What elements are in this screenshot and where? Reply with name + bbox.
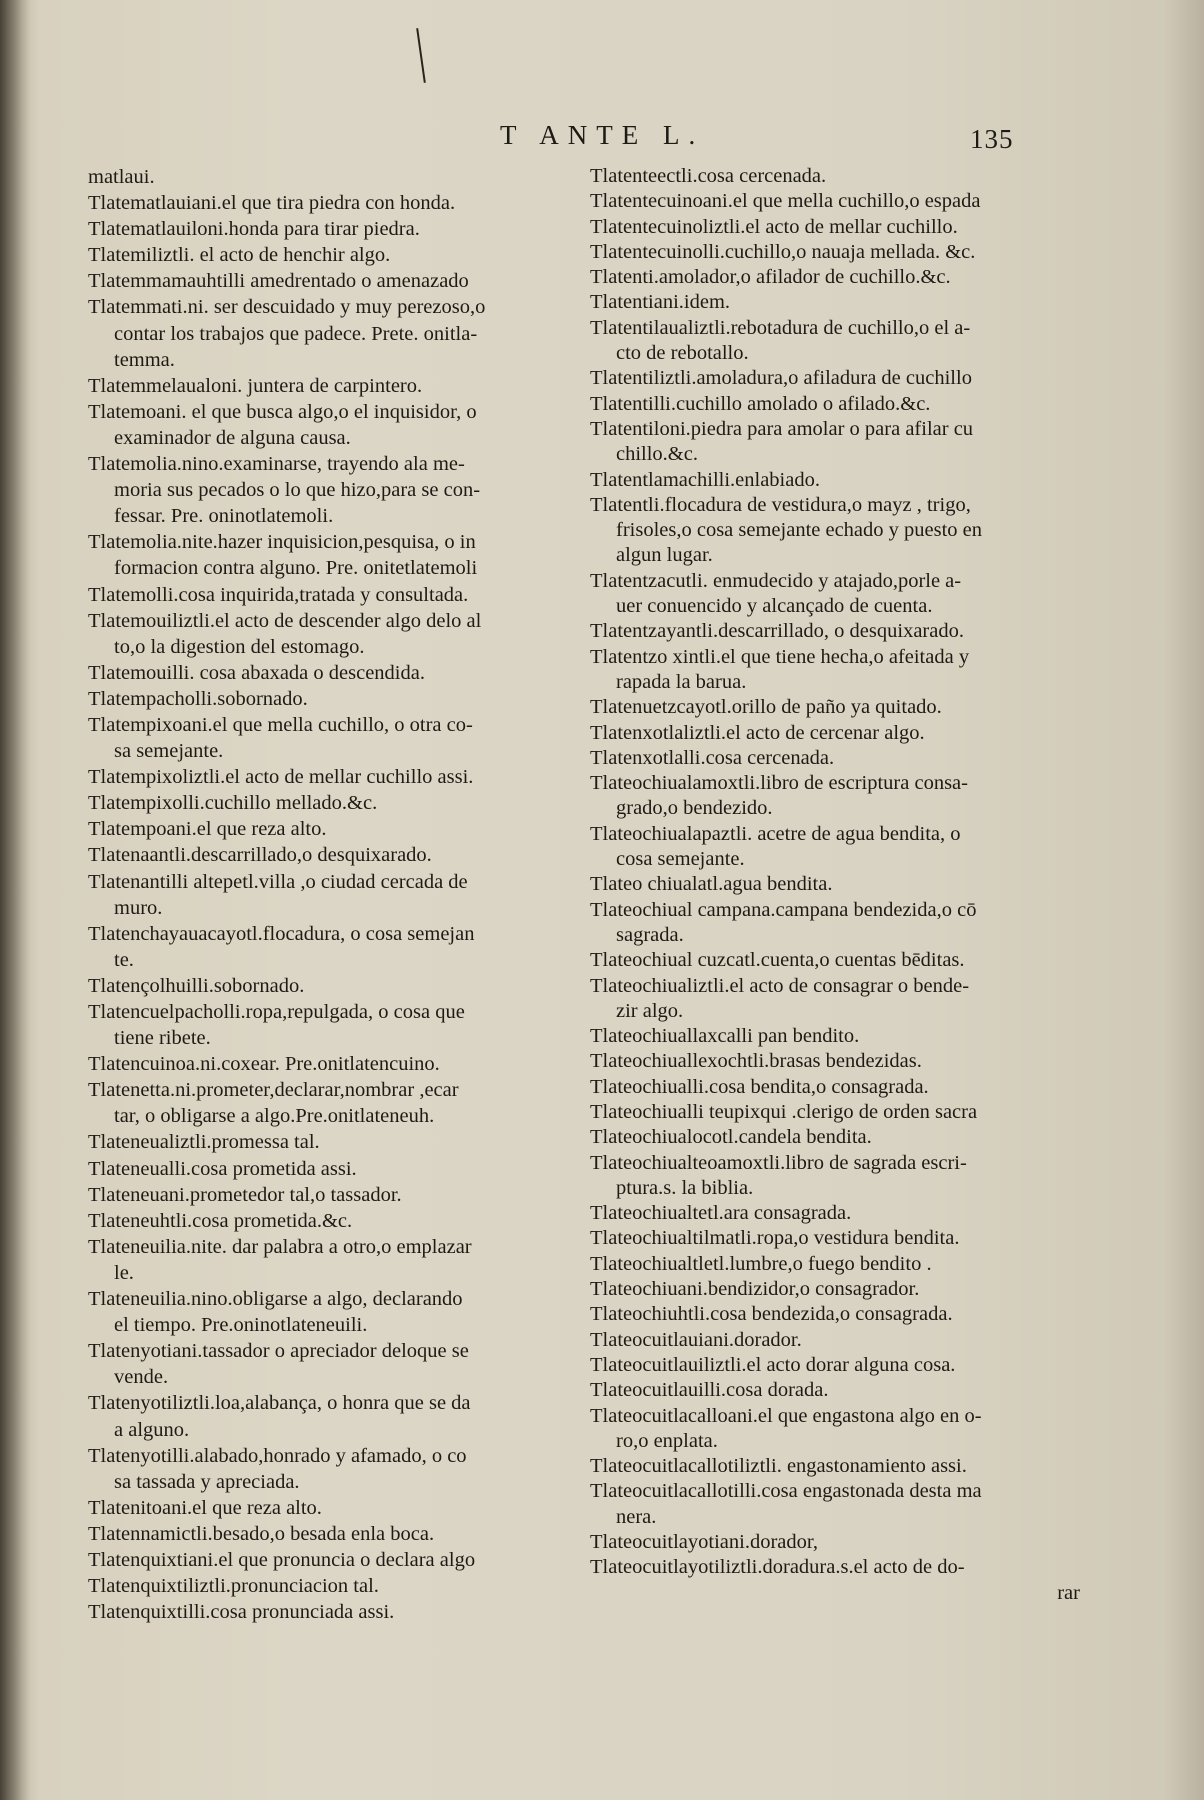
dictionary-entry: [590, 974, 1090, 1025]
dictionary-entry: [590, 771, 1090, 822]
entry-line: Tlatenchayauacayotl.flocadura, o cosa semejan: [88, 922, 475, 945]
dictionary-entry: [88, 242, 588, 268]
entry-line: Tlateneualiztli.promessa tal.: [88, 1131, 320, 1154]
entry-continuation-line: zir algo.: [616, 999, 684, 1022]
entry-line: Tlatempixoani.el que mella cuchillo, o otra co-: [88, 713, 473, 736]
dictionary-entry: [88, 921, 588, 973]
dictionary-entry: [590, 189, 1090, 214]
page-number: 135: [970, 124, 1014, 154]
entry-continuation-line: nera.: [616, 1505, 657, 1528]
dictionary-entry: [590, 1075, 1090, 1100]
entry-line: Tlateocuitlayotiliztli.doradura.s.el acto de do-: [590, 1556, 965, 1579]
entry-line: Tlateocuitlauiliztli.el acto dorar alguna cosa.: [590, 1353, 956, 1376]
dictionary-entry: [590, 164, 1090, 189]
entry-continuation-line: tar, o obligarse a algo.Pre.onitlateneuh.: [114, 1105, 435, 1128]
dictionary-entry: [88, 373, 588, 399]
entry-line: Tlateocuitlayotiani.dorador,: [590, 1531, 819, 1554]
dictionary-entry: [590, 240, 1090, 265]
entry-line: Tlateocuitlauilli.cosa dorada.: [590, 1379, 829, 1402]
entry-line: Tlatentli.flocadura de vestidura,o mayz , trigo,: [590, 493, 971, 516]
entry-line: Tlatemmamauhtilli amedrentado o amenazado: [88, 270, 469, 293]
entry-line: Tlatenetta.ni.prometer,declarar,nombrar ,ecar: [88, 1079, 459, 1102]
entry-line: Tlateocuitlacallotiliztli. engastonamiento assi.: [590, 1455, 967, 1478]
entry-line: Tlatentilaualiztli.rebotadura de cuchillo,o el a-: [590, 316, 971, 339]
entry-line: Tlatenteectli.cosa cercenada.: [590, 165, 827, 187]
entry-line: Tlatemmelaualoni. juntera de carpintero.: [88, 374, 423, 397]
dictionary-entry: [88, 268, 588, 294]
entry-line: Tlatempacholli.sobornado.: [88, 687, 308, 710]
dictionary-entry: [590, 493, 1090, 569]
entry-line: Tlateo chiualatl.agua bendita.: [590, 873, 833, 896]
entry-line: Tlatempixolli.cuchillo mellado.&c.: [88, 792, 378, 815]
entry-continuation-line: a alguno.: [114, 1418, 190, 1441]
entry-continuation-line: algun lugar.: [616, 544, 713, 567]
entry-line: Tlatemoani. el que busca algo,o el inquisidor, o: [88, 400, 477, 423]
ink-mark: [416, 28, 426, 83]
dictionary-entry: [590, 1454, 1090, 1479]
entry-line: Tlateochiuhtli.cosa bendezida,o consagrada.: [590, 1303, 953, 1326]
entry-continuation-line: te.: [114, 948, 134, 971]
dictionary-entry: [590, 1479, 1090, 1530]
entry-continuation-line: ro,o enplata.: [616, 1429, 718, 1452]
dictionary-entry: [590, 1555, 1090, 1580]
entry-line: Tlateochiuallexochtli.brasas bendezidas.: [590, 1050, 922, 1073]
entry-continuation-line: frisoles,o cosa semejante echado y puesto en: [616, 519, 983, 542]
entry-line: Tlateochiualamoxtli.libro de escriptura consa-: [590, 772, 968, 795]
dictionary-entry: [88, 686, 588, 712]
entry-line: Tlateochiualli teupixqui .clerigo de orden sacra: [590, 1100, 978, 1123]
dictionary-entry: [88, 1234, 588, 1286]
dictionary-entry: [590, 822, 1090, 873]
entry-continuation-line: sa semejante.: [114, 740, 224, 763]
dictionary-entry: [590, 265, 1090, 290]
entry-line: Tlatemiliztli. el acto de henchir algo.: [88, 244, 391, 267]
dictionary-entry: [88, 1051, 588, 1077]
entry-line: rar: [1057, 1581, 1080, 1604]
entry-line: Tlatemouiliztli.el acto de descender algo delo al: [88, 609, 482, 632]
dictionary-entry: [88, 1599, 588, 1625]
entry-continuation-line: vende.: [114, 1366, 169, 1389]
entry-continuation-line: rapada la barua.: [616, 670, 747, 693]
entry-line: Tlatencuinoa.ni.coxear. Pre.onitlatencuino.: [88, 1053, 440, 1076]
dictionary-entry: [88, 1573, 588, 1599]
dictionary-entry: [590, 695, 1090, 720]
dictionary-entry: [590, 1201, 1090, 1226]
entry-continuation-line: ptura.s. la biblia.: [616, 1176, 754, 1199]
dictionary-entry: [88, 582, 588, 608]
entry-line: Tlatenuetzcayotl.orillo de paño ya quitado.: [590, 696, 942, 719]
dictionary-entry: [88, 1208, 588, 1234]
entry-line: Tlateochiualocotl.candela bendita.: [590, 1126, 872, 1149]
entry-line: Tlatenxotlalli.cosa cercenada.: [590, 746, 835, 769]
dictionary-entry: [590, 1277, 1090, 1302]
dictionary-entry: [88, 399, 588, 451]
entry-continuation-line: cosa semejante.: [616, 848, 745, 871]
entry-line: Tlateneuilia.nino.obligarse a algo, declarando: [88, 1288, 463, 1311]
entry-line: Tlateochiuallaxcalli pan bendito.: [590, 1025, 860, 1048]
entry-continuation-line: chillo.&c.: [616, 443, 698, 466]
dictionary-entry: [88, 1338, 588, 1390]
entry-continuation-line: cto de rebotallo.: [616, 342, 749, 365]
dictionary-entry: [88, 1156, 588, 1182]
entry-line: Tlateocuitlacallotilli.cosa engastonada desta ma: [590, 1480, 982, 1503]
entry-line: Tlatenti.amolador,o afilador de cuchillo.&c.: [590, 266, 951, 289]
entry-line: Tlatemolli.cosa inquirida,tratada y consultada.: [88, 583, 469, 606]
entry-line: Tlatemolia.nite.hazer inquisicion,pesquisa, o in: [88, 531, 476, 554]
dictionary-entry: [88, 790, 588, 816]
dictionary-entry: [590, 417, 1090, 468]
entry-continuation-line: contar los trabajos que padece. Prete. onitla-: [114, 322, 478, 345]
entry-line: Tlatenquixtiliztli.pronunciacion tal.: [88, 1575, 379, 1598]
entry-continuation-line: moria sus pecados o lo que hizo,para se con-: [114, 479, 481, 502]
entry-line: Tlatematlauiani.el que tira piedra con honda.: [88, 192, 456, 215]
entry-line: Tlatentilli.cuchillo amolado o afilado.&c.: [590, 392, 931, 415]
dictionary-entry: [88, 216, 588, 242]
entry-continuation-line: fessar. Pre. oninotlatemoli.: [114, 505, 334, 528]
dictionary-entry: [590, 1125, 1090, 1150]
dictionary-entry: [590, 746, 1090, 771]
dictionary-entry: [88, 529, 588, 581]
entry-line: Tlatenyotiani.tassador o apreciador deloque se: [88, 1340, 469, 1363]
entry-line: Tlatentecuinoani.el que mella cuchillo,o espada: [590, 190, 981, 213]
dictionary-entry: [590, 1353, 1090, 1378]
dictionary-entry: [88, 1077, 588, 1129]
entry-line: Tlateocuitlacalloani.el que engastona algo en o-: [590, 1404, 982, 1427]
dictionary-entry: [590, 392, 1090, 417]
dictionary-entry: [88, 1495, 588, 1521]
dictionary-entry: [590, 721, 1090, 746]
dictionary-entry: [88, 1443, 588, 1495]
entry-line: Tlatentlamachilli.enlabiado.: [590, 468, 820, 491]
dictionary-entry: [590, 1100, 1090, 1125]
dictionary-entry: [590, 1530, 1090, 1555]
entry-line: Tlateneuilia.nite. dar palabra a otro,o emplazar: [88, 1235, 472, 1258]
entry-line: Tlateneualli.cosa prometida assi.: [88, 1157, 357, 1180]
dictionary-entry: [88, 1521, 588, 1547]
entry-line: Tlatentzayantli.descarrillado, o desquixarado.: [590, 620, 964, 643]
dictionary-entry: [590, 1302, 1090, 1327]
dictionary-entry: [88, 712, 588, 764]
entry-continuation-line: le.: [114, 1261, 134, 1284]
dictionary-entry: [88, 999, 588, 1051]
entry-line: Tlateneuhtli.cosa prometida.&c.: [88, 1209, 353, 1232]
entry-line: Tlateochiualli.cosa bendita,o consagrada.: [590, 1075, 929, 1098]
dictionary-entry: [88, 973, 588, 999]
entry-line: Tlatemolia.nino.examinarse, trayendo ala me-: [88, 453, 465, 476]
right-column: [590, 164, 1090, 1606]
dictionary-entry: [88, 164, 588, 190]
dictionary-entry: [590, 316, 1090, 367]
dictionary-entry: [590, 898, 1090, 949]
dictionary-entry: [590, 1226, 1090, 1251]
entry-line: Tlatentecuinoliztli.el acto de mellar cuchillo.: [590, 215, 958, 238]
entry-line: Tlatenyotiliztli.loa,alabança, o honra que se da: [88, 1392, 471, 1415]
binding-gutter-shadow: [0, 0, 30, 1800]
entry-continuation-line: examinador de alguna causa.: [114, 426, 351, 449]
dictionary-entry: [88, 294, 588, 372]
dictionary-entry: [88, 764, 588, 790]
entry-line: Tlateochiualiztli.el acto de consagrar o bende-: [590, 974, 970, 997]
entry-line: Tlateochiualtetl.ara consagrada.: [590, 1202, 852, 1225]
dictionary-entry: [590, 1378, 1090, 1403]
entry-continuation-line: sagrada.: [616, 923, 684, 946]
entry-line: Tlatenaantli.descarrillado,o desquixarado.: [88, 844, 432, 867]
entry-line: Tlatentiani.idem.: [590, 291, 731, 314]
entry-line: matlaui.: [88, 166, 155, 188]
left-column: [88, 164, 588, 1625]
entry-continuation-line: grado,o bendezido.: [616, 797, 773, 820]
dictionary-entry: [590, 1151, 1090, 1202]
dictionary-entry: [590, 215, 1090, 240]
entry-continuation-line: temma.: [114, 348, 175, 371]
entry-continuation-line: formacion contra alguno. Pre. onitetlatemoli: [114, 557, 478, 580]
entry-line: Tlateneuani.prometedor tal,o tassador.: [88, 1183, 402, 1206]
dictionary-entry: [590, 569, 1090, 620]
dictionary-entry: [590, 1049, 1090, 1074]
entry-line: Tlatenitoani.el que reza alto.: [88, 1496, 322, 1519]
entry-line: Tlatempixoliztli.el acto de mellar cuchillo assi.: [88, 766, 474, 789]
entry-line: Tlatencuelpacholli.ropa,repulgada, o cosa que: [88, 1001, 465, 1023]
dictionary-entry: [590, 290, 1090, 315]
entry-line: Tlatennamictli.besado,o besada enla boca.: [88, 1522, 435, 1545]
dictionary-entry: [590, 1252, 1090, 1277]
entry-line: Tlatentiloni.piedra para amolar o para afilar cu: [590, 417, 974, 440]
entry-line: Tlateochiuani.bendizidor,o consagrador.: [590, 1278, 920, 1301]
entry-line: Tlatenantilli altepetl.villa ,o ciudad cercada de: [88, 870, 468, 893]
dictionary-entry: [590, 872, 1090, 897]
dictionary-entry: [88, 1390, 588, 1442]
entry-continuation-line: el tiempo. Pre.oninotlateneuili.: [114, 1314, 368, 1337]
dictionary-entry: [590, 645, 1090, 696]
dictionary-entry: [88, 660, 588, 686]
dictionary-entry: [88, 1129, 588, 1155]
dictionary-entry: [88, 190, 588, 216]
dictionary-entry: [88, 608, 588, 660]
dictionary-entry: [88, 451, 588, 529]
dictionary-entry: [88, 842, 588, 868]
entry-line: Tlatenquixtiani.el que pronuncia o declara algo: [88, 1548, 476, 1571]
dictionary-entry: [88, 1547, 588, 1573]
entry-line: Tlatentzo xintli.el que tiene hecha,o afeitada y: [590, 645, 970, 668]
entry-continuation-line: sa tassada y apreciada.: [114, 1470, 300, 1493]
entry-line: Tlateochiualtletl.lumbre,o fuego bendito .: [590, 1252, 932, 1275]
entry-continuation-line: muro.: [114, 896, 163, 919]
dictionary-entry: [88, 869, 588, 921]
entry-line: Tlatentecuinolli.cuchillo,o nauaja mellada. &c.: [590, 240, 976, 263]
entry-line: Tlateochiualteoamoxtli.libro de sagrada escri-: [590, 1151, 967, 1174]
dictionary-entry: [88, 816, 588, 842]
entry-line: Tlatemouilli. cosa abaxada o descendida.: [88, 661, 425, 684]
dictionary-entry: [590, 1404, 1090, 1455]
entry-continuation-line: to,o la digestion del estomago.: [114, 635, 365, 658]
dictionary-entry: [590, 619, 1090, 644]
entry-line: Tlatenyotilli.alabado,honrado y afamado, o co: [88, 1444, 467, 1467]
entry-continuation-line: tiene ribete.: [114, 1027, 211, 1050]
running-title: T ANTE L.: [500, 120, 705, 150]
dictionary-entry: [590, 1328, 1090, 1353]
entry-line: Tlateochiualtilmatli.ropa,o vestidura bendita.: [590, 1227, 960, 1250]
page-edge: [1164, 0, 1204, 1800]
entry-line: Tlatemmati.ni. ser descuidado y muy perezoso,o: [88, 296, 486, 319]
entry-line: Tlatentiliztli.amoladura,o afiladura de cuchillo: [590, 367, 972, 390]
entry-line: Tlateochiual cuzcatl.cuenta,o cuentas bēditas.: [590, 949, 965, 972]
dictionary-entry: [590, 1024, 1090, 1049]
dictionary-entry: [590, 948, 1090, 973]
dictionary-entry: [88, 1286, 588, 1338]
entry-line: Tlateochiual campana.campana bendezida,o cō: [590, 898, 977, 921]
entry-line: Tlatempoani.el que reza alto.: [88, 818, 327, 841]
entry-line: Tlatematlauiloni.honda para tirar piedra.: [88, 218, 420, 241]
entry-line: Tlatentzacutli. enmudecido y atajado,porle a-: [590, 569, 962, 592]
entry-line: Tlatençolhuilli.sobornado.: [88, 974, 305, 997]
entry-line: Tlateochiualapaztli. acetre de agua bendita, o: [590, 822, 961, 845]
entry-continuation-line: uer conuencido y alcançado de cuenta.: [616, 595, 933, 618]
dictionary-entry: [88, 1182, 588, 1208]
dictionary-entry: [590, 468, 1090, 493]
dictionary-entry: [590, 1581, 1090, 1606]
entry-line: Tlatenxotlaliztli.el acto de cercenar algo.: [590, 721, 925, 744]
entry-line: Tlateocuitlauiani.dorador.: [590, 1328, 802, 1351]
dictionary-entry: [590, 366, 1090, 391]
entry-line: Tlatenquixtilli.cosa pronunciada assi.: [88, 1601, 395, 1624]
